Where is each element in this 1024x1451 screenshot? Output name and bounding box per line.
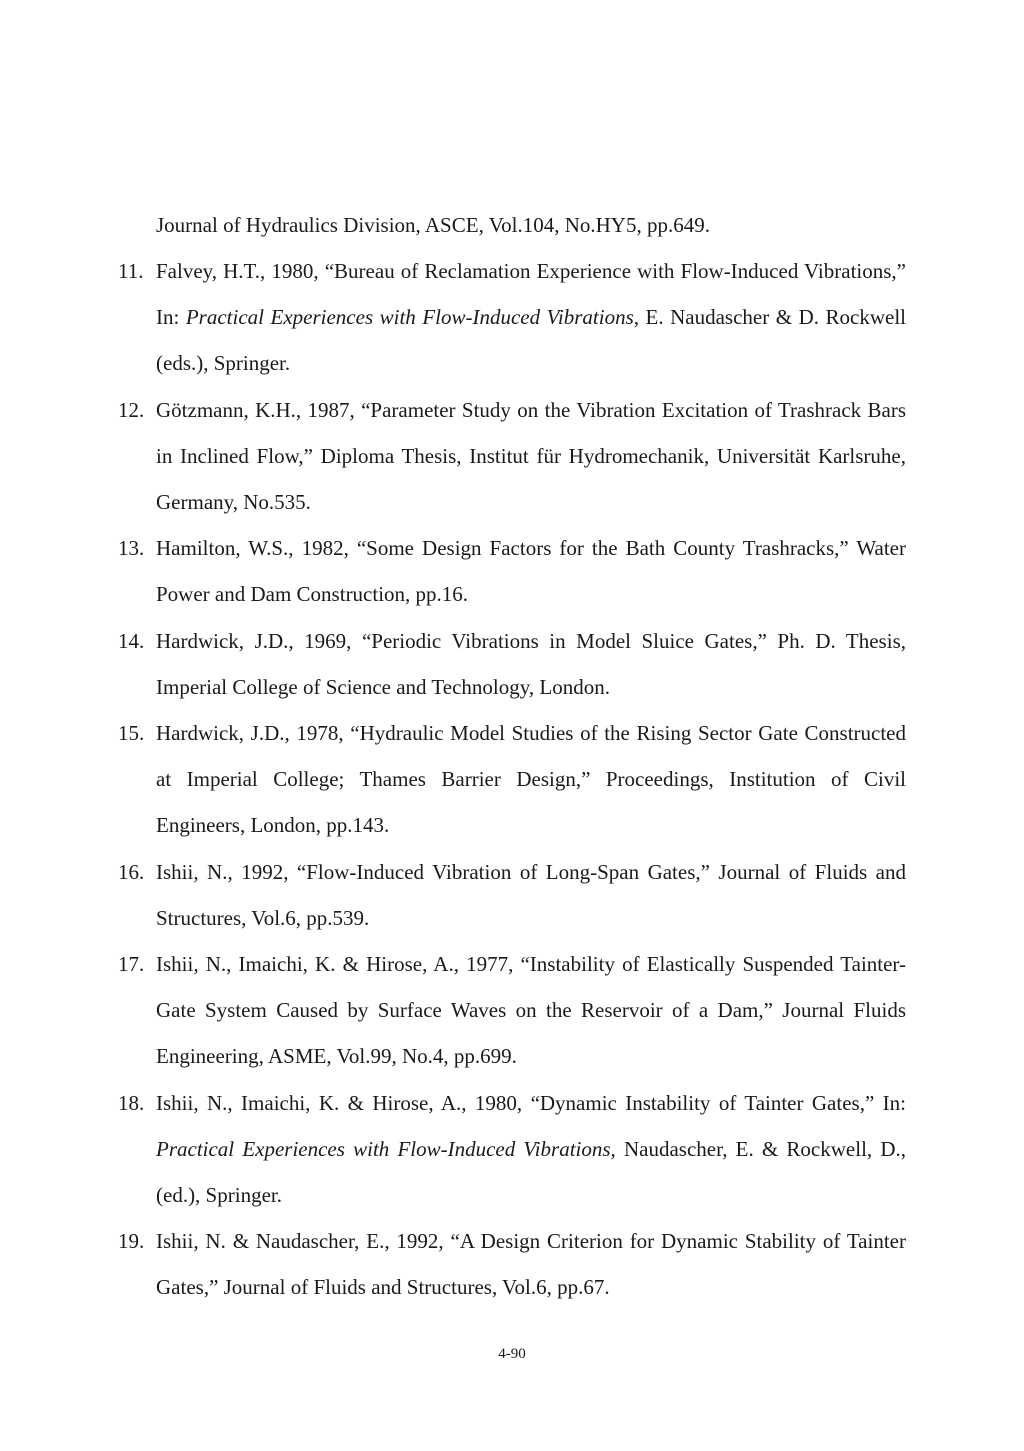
reference-item [118,710,906,849]
page-number: 4-90 [498,1346,526,1362]
reference-number: 14. [118,628,145,653]
reference-continuation: Journal of Hydraulics Division, ASCE, Vol.104, No.HY5, pp.649. [156,213,710,237]
reference-number: 13. [118,536,145,561]
reference-item [118,941,906,1080]
reference-italic-title: Practical Experiences with Flow-Induced Vibrations [185,305,634,330]
reference-item [118,248,906,387]
reference-italic-title: Practical Experiences with Flow-Induced Vibrations [156,1136,611,1161]
reference-item [118,387,906,526]
reference-text: Falvey, H.T., 1980, “Bureau of Reclamation Experience with Flow-Induced Vibrations,” In: [156,259,906,330]
reference-number: 11. [118,259,144,283]
reference-text: Ishii, N. & Naudascher, E., 1992, “A Design Criterion for Dynamic Stability of Tainter Gates,” Journal of Fluids and Structures, Vol.6, pp.67. [156,1229,906,1300]
reference-number: 12. [118,397,145,422]
reference-item [118,1218,906,1310]
reference-text: Ishii, N., Imaichi, K. & Hirose, A., 1977, “Instability of Elastically Suspended Tainter-Gate System Caused by Surface Waves on the Reservoir of a Dam,” Journal Fluids Engineering, ASME, Vol.99, No.4, pp.699. [156,952,906,1069]
reference-item [118,849,906,941]
reference-text: Hardwick, J.D., 1969, “Periodic Vibrations in Model Sluice Gates,” Ph. D. Thesis, Imperial College of Science and Technology, London. [156,628,906,699]
reference-number: 17. [118,952,145,977]
reference-item [118,525,906,617]
reference-text: Ishii, N., 1992, “Flow-Induced Vibration of Long-Span Gates,” Journal of Fluids and Structures, Vol.6, pp.539. [156,859,906,930]
reference-text-tail: , Naudascher, E. & Rockwell, D., (ed.), Springer. [156,1136,906,1208]
reference-item [118,618,906,710]
reference-number: 16. [118,859,145,884]
reference-number: 19. [118,1229,145,1254]
reference-text: Ishii, N., Imaichi, K. & Hirose, A., 1980, “Dynamic Instability of Tainter Gates,” In: [156,1090,906,1115]
reference-list [118,248,906,1311]
reference-item [118,1080,906,1219]
reference-number: 18. [118,1090,145,1115]
reference-text: Götzmann, K.H., 1987, “Parameter Study on the Vibration Excitation of Trashrack Bars in Inclined Flow,” Diploma Thesis, Institut für Hydromechanik, Universität Karlsruhe, Germany, No.535. [156,397,906,515]
reference-text-tail: , E. Naudascher & D. Rockwell (eds.), Springer. [156,305,906,376]
reference-text: Hardwick, J.D., 1978, “Hydraulic Model Studies of the Rising Sector Gate Constructed at Imperial College; Thames Barrier Design,” Proceedings, Institution of Civil Engineers, London, pp.143. [156,721,906,838]
reference-text: Hamilton, W.S., 1982, “Some Design Factors for the Bath County Trashracks,” Water Power and Dam Construction, pp.16. [156,536,906,607]
reference-number: 15. [118,721,145,746]
